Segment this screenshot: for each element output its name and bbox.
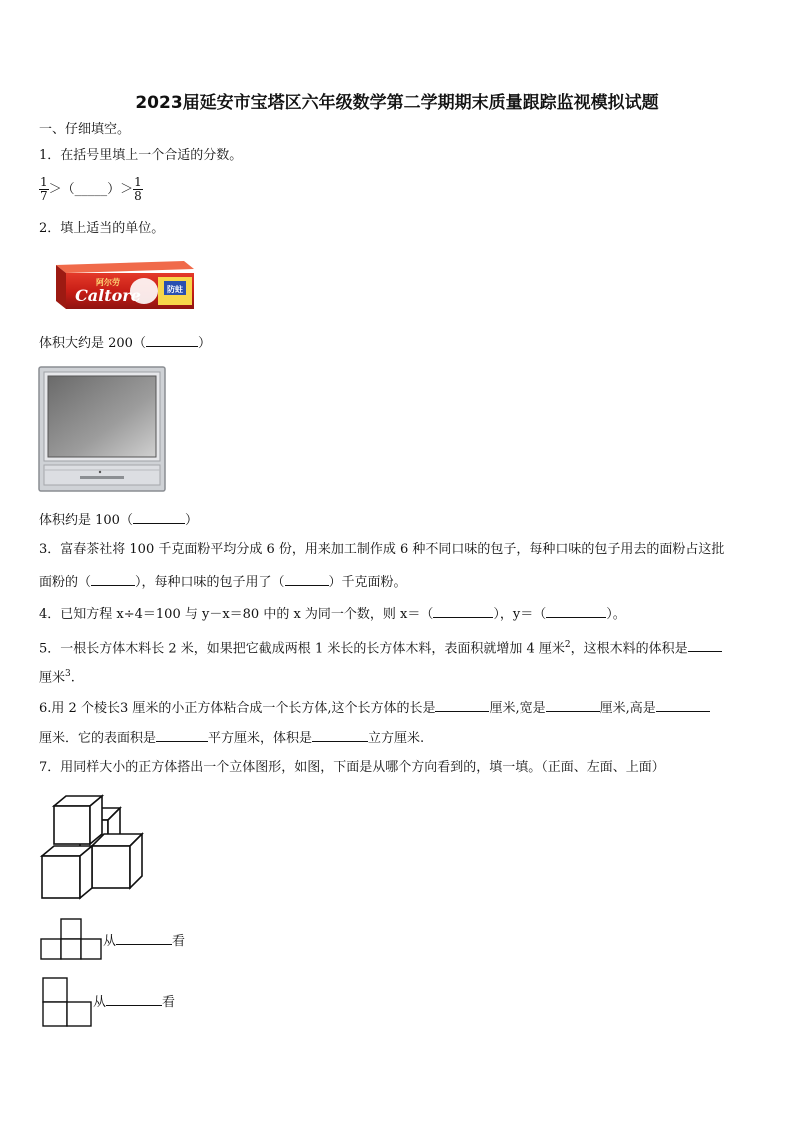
volume-blank[interactable] <box>688 638 722 652</box>
svg-text:防蛀: 防蛀 <box>167 285 183 294</box>
svg-text:阿尔劳: 阿尔劳 <box>96 278 120 287</box>
kilogram-blank[interactable] <box>285 572 329 586</box>
unit-blank-1[interactable] <box>146 333 198 347</box>
question-1-answer-line <box>39 176 143 203</box>
question-7: 7．用同样大小的正方体搭出一个立体图形，如图，下面是从哪个方向看到的，填一填。（正面、左面、上面） <box>39 760 665 775</box>
svg-text:Caltore: Caltore <box>75 286 141 305</box>
question-5-line-2: 厘米$^3$. <box>39 669 75 686</box>
view-diagram-2 <box>42 977 92 1027</box>
direction-blank-2[interactable] <box>106 992 162 1006</box>
view-answer-2: 从 看 <box>93 992 175 1012</box>
page-title: 2023届延安市宝塔区六年级数学第二学期期末质量跟踪监视模拟试题 <box>135 93 659 113</box>
direction-blank-1[interactable] <box>116 931 172 945</box>
y-blank[interactable] <box>546 604 606 618</box>
question-3-line-1: 3．富春茶社将 100 千克面粉平均分成 6 份，用来加工制作成 6 种不同口味的包子，每种口味的包子用去的面粉占这批 <box>39 542 725 557</box>
comparison-blank[interactable]: ＞（_____）＞ <box>48 182 134 197</box>
fraction-one-eighth: $\frac{1}{8}$ <box>134 175 142 203</box>
question-4: 4．已知方程 x÷4＝100 与 y－x＝80 中的 x 为同一个数，则 x＝（ ），y＝（ ）。 <box>39 604 626 624</box>
width-blank[interactable] <box>546 698 600 712</box>
television-image <box>38 366 166 492</box>
height-blank[interactable] <box>656 698 710 712</box>
volume-line-2: 体积约是 100（ ） <box>39 510 198 530</box>
cube-stack-figure <box>38 794 150 902</box>
view-answer-1: 从 看 <box>103 931 185 951</box>
fraction-one-seventh: $\frac{1}{7}$ <box>40 175 48 203</box>
question-6-line-1: 6.用 2 个棱长3 厘米的小正方体粘合成一个长方体,这个长方体的长是 厘米,宽是 厘米,高是 <box>39 698 710 718</box>
surface-area-blank[interactable] <box>156 728 208 742</box>
question-3-line-2: 面粉的（ ），每种口味的包子用了（ ）千克面粉。 <box>39 572 407 592</box>
view-diagram-1 <box>40 918 102 962</box>
question-6-line-2: 厘米．它的表面积是 平方厘米，体积是 立方厘米. <box>39 728 424 748</box>
volume-blank-2[interactable] <box>312 728 368 742</box>
toothpaste-box-image <box>52 257 196 313</box>
volume-line-1: 体积大约是 200（ ） <box>39 333 211 353</box>
length-blank[interactable] <box>435 698 489 712</box>
x-blank[interactable] <box>433 604 493 618</box>
fraction-blank[interactable] <box>91 572 135 586</box>
unit-blank-2[interactable] <box>133 510 185 524</box>
question-1: 1．在括号里填上一个合适的分数。 <box>39 148 243 163</box>
question-5-line-1: 5．一根长方体木料长 2 米，如果把它截成两根 1 米长的长方体木料，表面积就增加 4 厘米$^2$，这根木料的体积是 <box>39 636 722 658</box>
section-heading: 一、仔细填空。 <box>39 122 131 137</box>
question-2: 2．填上适当的单位。 <box>39 221 165 236</box>
